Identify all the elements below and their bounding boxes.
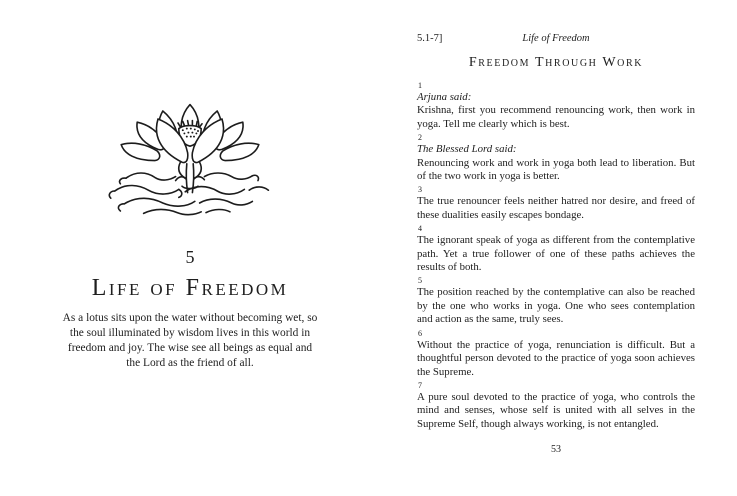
verse-range-reference: 5.1-7]	[417, 33, 443, 44]
running-head	[417, 32, 695, 46]
verse-5	[417, 276, 695, 326]
verse-number: 3	[418, 185, 422, 195]
page-number: 53	[551, 444, 561, 455]
lotus-on-water-illustration	[102, 95, 278, 231]
verse-number: 5	[418, 276, 422, 286]
chapter-title: Life of Freedom	[91, 275, 289, 301]
left-page	[0, 0, 368, 496]
verse-number: 6	[418, 328, 422, 338]
verse-speaker: Arjuna said:	[417, 91, 472, 103]
chapter-intro: As a lotus sits upon the water without becoming wet, so the soul illuminated by wisdom lives in this world in freedom and joy. The wise see all beings as equal and the Lord as the friend of all.	[62, 312, 318, 369]
verses-list	[417, 81, 695, 431]
section-title: Freedom Through Work	[468, 55, 644, 70]
verse-4	[417, 224, 695, 274]
verse-text: Renouncing work and work in yoga both lead to liberation. But of the two work in yoga is better.	[417, 156, 695, 183]
verse-number: 1	[418, 81, 422, 90]
verse-text: The ignorant speak of yoga as different from the contemplative path. Yet a true follower of one of these paths achieves the results of both.	[417, 234, 695, 274]
right-page-text-block	[417, 32, 695, 433]
verse-7	[417, 381, 695, 431]
verse-speaker: The Blessed Lord said:	[417, 143, 517, 156]
right-page	[369, 0, 737, 496]
verse-number: 2	[418, 133, 422, 143]
verse-6	[417, 329, 695, 379]
lotus-illustration-svg	[102, 95, 278, 231]
verse-2	[417, 133, 695, 183]
chapter-number: 5	[185, 247, 195, 267]
verse-text: The position reached by the contemplative can also be reached by the one who works in yoga. One who sees contemplation and action as the same, truly sees.	[417, 286, 695, 326]
verse-3	[417, 185, 695, 222]
verse-number: 7	[418, 380, 422, 390]
verse-1	[417, 81, 695, 131]
verse-text: The true renouncer feels neither hatred nor desire, and freed of these dualities easily escapes bondage.	[417, 195, 695, 221]
verse-text: A pure soul devoted to the practice of yoga, who controls the mind and senses, whose self is united with all selves in the Supreme Self, though always working, is not entangled.	[417, 390, 695, 430]
verse-text: Without the practice of yoga, renunciation is difficult. But a thoughtful person devoted to the practice of yoga soon achieves the Supreme.	[417, 338, 695, 378]
verse-number: 4	[418, 224, 422, 234]
verse-text: Krishna, first you recommend renouncing work, then work in yoga. Tell me clearly which is best.	[417, 104, 695, 130]
running-head-title: Life of Freedom	[522, 33, 590, 44]
left-page-content	[40, 95, 340, 371]
